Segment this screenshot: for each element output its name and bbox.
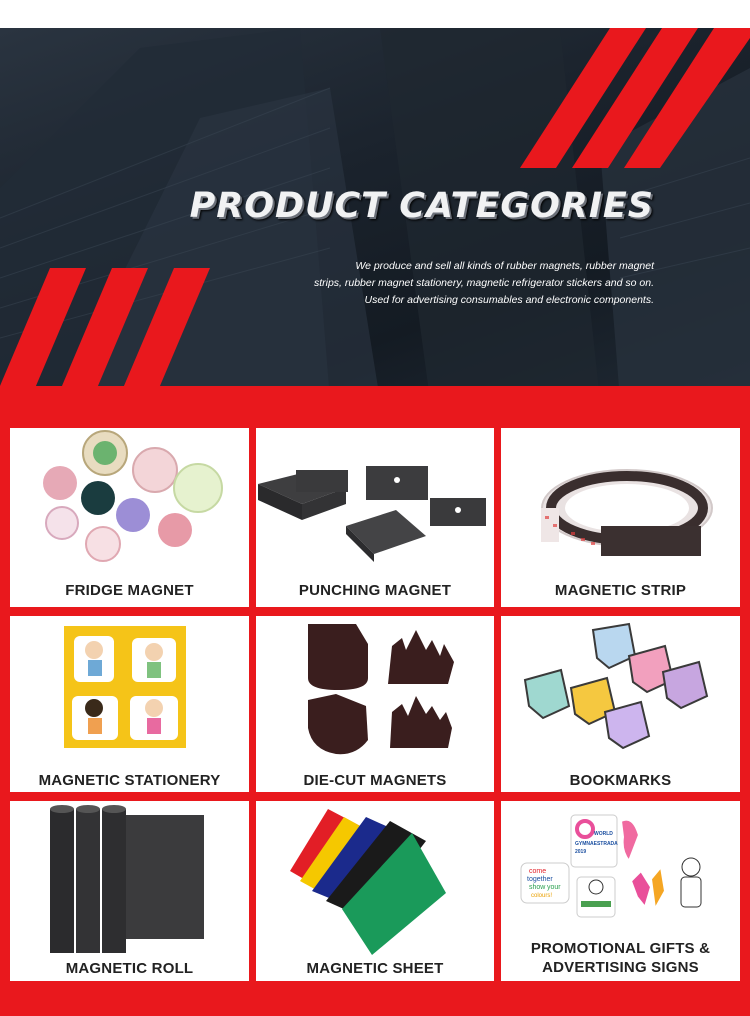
- punching-magnet-image: [256, 428, 494, 607]
- category-card-fridge-magnet[interactable]: [10, 428, 249, 607]
- category-label: DIE-CUT MAGNETS: [303, 772, 447, 789]
- banner-description: [254, 258, 654, 309]
- top-white-strip: [0, 0, 750, 28]
- magnet-text: show: [529, 884, 546, 891]
- category-label: MAGNETIC ROLL: [65, 960, 194, 977]
- magnetic-stationery-image: [10, 616, 249, 792]
- category-card-magnetic-roll[interactable]: [10, 801, 249, 981]
- category-label-line: PROMOTIONAL GIFTS &: [530, 940, 711, 957]
- magnet-text: come: [529, 868, 547, 875]
- category-label: MAGNETIC STATIONERY: [38, 772, 221, 789]
- magnet-text: GYMNAESTRADA: [575, 841, 618, 847]
- die-cut-magnets-image: [256, 616, 494, 792]
- magnet-text: 2019: [575, 849, 587, 855]
- category-card-promotional-gifts[interactable]: [501, 801, 740, 981]
- magnet-text: WORLD: [594, 831, 613, 837]
- category-card-die-cut-magnets[interactable]: [256, 616, 494, 792]
- category-label: BOOKMARKS: [569, 772, 672, 789]
- magnet-text: together: [527, 876, 553, 883]
- magnetic-strip-image: [501, 428, 740, 607]
- magnet-text: your: [547, 884, 561, 891]
- category-card-magnetic-strip[interactable]: [501, 428, 740, 607]
- category-card-magnetic-stationery[interactable]: [10, 616, 249, 792]
- banner-description-line: Used for advertising consumables and electronic components.: [364, 294, 654, 306]
- category-label: FRIDGE MAGNET: [65, 582, 194, 599]
- category-label: MAGNETIC STRIP: [554, 582, 687, 599]
- category-label-line: ADVERTISING SIGNS: [542, 959, 699, 976]
- banner-title: PRODUCT CATEGORIES: [189, 186, 654, 226]
- category-card-magnetic-sheet[interactable]: [256, 801, 494, 981]
- category-label: MAGNETIC SHEET: [306, 960, 444, 977]
- category-card-punching-magnet[interactable]: [256, 428, 494, 607]
- magnetic-roll-image: [10, 801, 249, 981]
- bookmarks-image: [501, 616, 740, 792]
- banner-description-line: We produce and sell all kinds of rubber magnets, rubber magnet: [355, 260, 654, 272]
- magnet-text: colours!: [531, 893, 553, 899]
- category-card-bookmarks[interactable]: [501, 616, 740, 792]
- hero-banner: [0, 28, 750, 400]
- category-label: [501, 939, 740, 977]
- magnetic-sheet-image: [256, 801, 494, 981]
- fridge-magnet-image: [10, 428, 249, 607]
- category-label: PUNCHING MAGNET: [298, 582, 452, 599]
- banner-description-line: strips, rubber magnet stationery, magnetic refrigerator stickers and so on.: [313, 277, 654, 289]
